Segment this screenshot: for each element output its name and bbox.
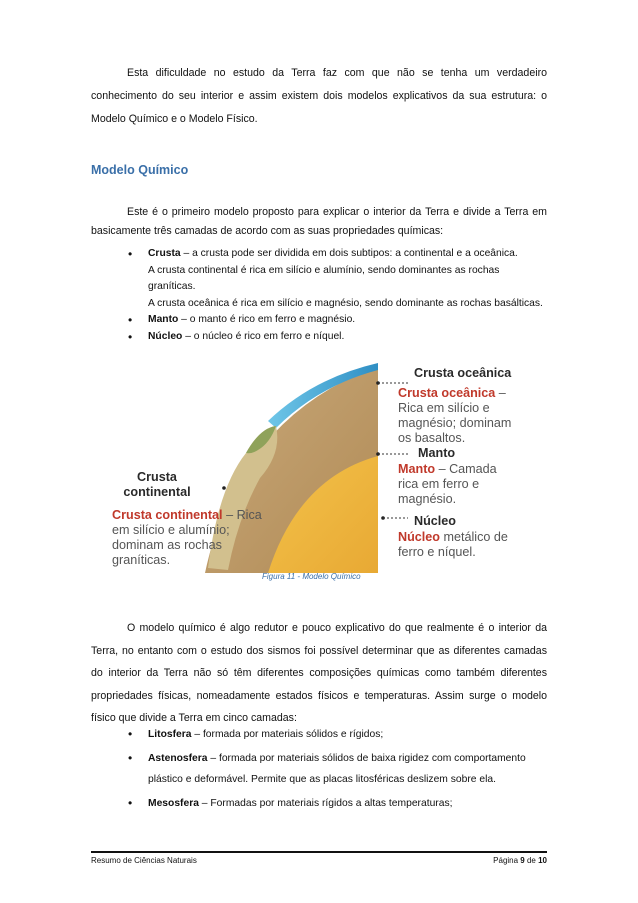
intro-paragraph: Esta dificuldade no estudo da Terra faz com que não se tenha um verdadeiro conhecimento do seu interior e assim existem dois modelos explicativos da sua estrutura: o Modelo Químico e o Modelo Físico. <box>91 67 547 125</box>
list-item: • Mesosfera – Formadas por materiais rígidos a altas temperaturas; <box>128 793 548 815</box>
list-item: • Crusta – a crusta pode ser dividida em dois subtipos: a continental e a oceânica. A crusta continental é rica em silício e alumínio, sendo dominantes as rochas graníticas. A crusta oceânica é rica em silício e magnésio, sendo dominante as rochas basálticas. <box>128 246 548 312</box>
label-crusta-continental: Crusta continental <box>123 470 191 499</box>
list-item: • Manto – o manto é rico em ferro e magnésio. <box>128 312 548 329</box>
desc-manto: Manto – Camada rica em ferro e magnésio. <box>398 462 497 506</box>
label-manto: Manto <box>418 446 456 460</box>
desc-crusta-oceanica: Crusta oceânica – Rica em silício e magnésio; dominam os basaltos. <box>398 386 512 445</box>
label-nucleo: Núcleo <box>414 514 456 528</box>
phys-paragraph: O modelo químico é algo redutor e pouco explicativo do que realmente é o interior da Terra, no entanto com o estudo dos sismos foi possível determinar que as diferentes camadas do interior da Terra não só têm diferentes composições químicas como também diferentes propriedades físicas, nomeadamente estados físicos e temperaturas. Assim surge o modelo físico que divide a Terra em cinco camadas: <box>91 622 547 724</box>
section-title: Modelo Químico <box>91 163 189 177</box>
list-item: • Núcleo – o núcleo é rico em ferro e níquel. <box>128 329 548 346</box>
phys-list <box>128 724 548 814</box>
footer-title: Resumo de Ciências Naturais <box>91 856 197 865</box>
figure-caption: Figura 11 - Modelo Químico <box>262 572 361 581</box>
list-item: • Litosfera – formada por materiais sólidos e rígidos; <box>128 724 548 746</box>
list-item: • Astenosfera – formada por materiais sólidos de baixa rigidez com comportamento plástico e deformável. Permite que as placas litosféricas deslizem sobre ela. <box>128 748 548 791</box>
chem-paragraph: Este é o primeiro modelo proposto para explicar o interior da Terra e divide a Terra em basicamente três camadas de acordo com as suas propriedades químicas: <box>91 206 547 237</box>
chem-list <box>128 246 548 345</box>
desc-nucleo: Núcleo metálico de ferro e níquel. <box>398 530 508 559</box>
footer-rule <box>91 851 547 853</box>
desc-crusta-continental: Crusta continental – Rica em silício e alumínio; dominam as rochas graníticas. <box>112 508 262 567</box>
label-crusta-oceanica: Crusta oceânica <box>414 366 512 380</box>
page-number: Página 9 de 10 <box>493 856 547 865</box>
chemical-model-figure <box>108 358 528 576</box>
